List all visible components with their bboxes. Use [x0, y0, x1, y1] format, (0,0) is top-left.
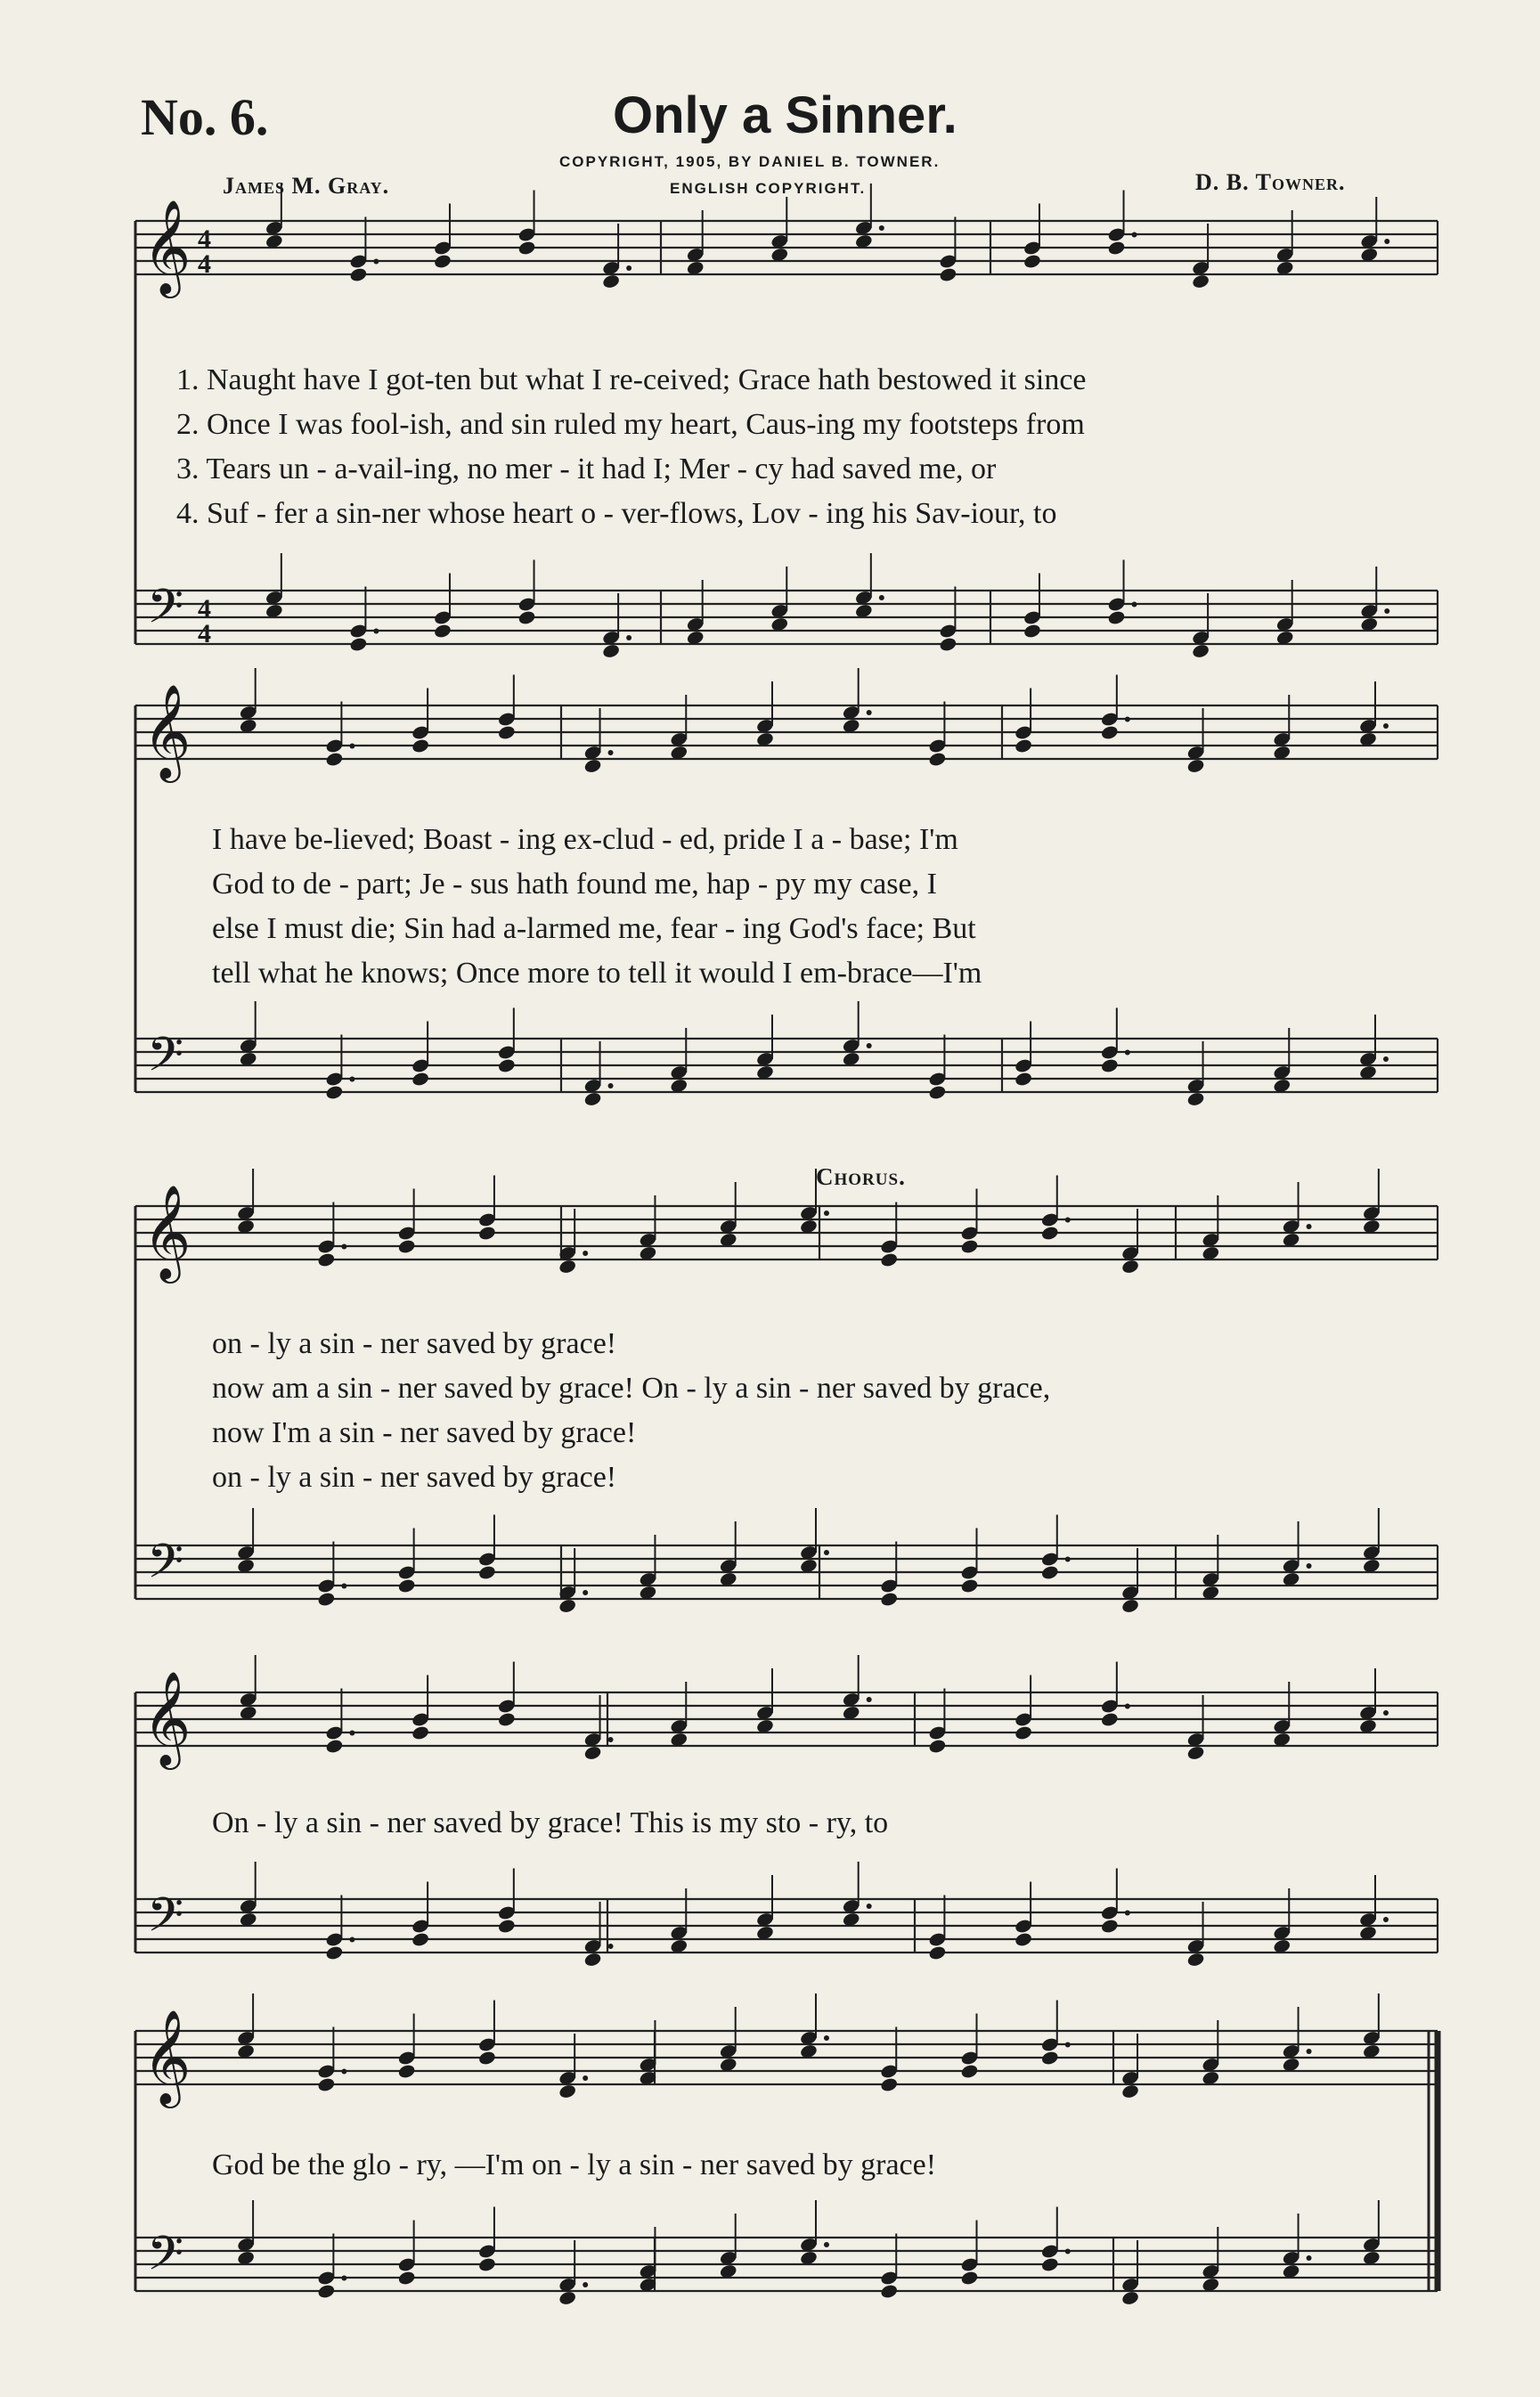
note-head [1040, 2256, 1059, 2272]
dot [1383, 1710, 1389, 1716]
note-head [880, 1591, 899, 1607]
lyric-line: on - ly a sin - ner saved by grace! [212, 1327, 617, 1360]
note-head [1040, 1225, 1059, 1241]
note-head [558, 1598, 576, 1614]
note-head [1120, 1598, 1139, 1614]
dot [583, 1590, 588, 1595]
treble-clef-icon: 𝄞 [143, 199, 191, 294]
lyric-line: 1. Naught have I got-ten but what I re-ceived; Grace hath bestowed it since [176, 363, 1087, 396]
note-head [497, 1057, 516, 1073]
note-head [433, 623, 452, 639]
note-head [317, 2283, 336, 2299]
lyric-line: I have be-lieved; Boast - ing ex-clud - ed, pride I a - base; I'm [212, 823, 958, 856]
note-head [1100, 1711, 1119, 1727]
dot [1384, 239, 1389, 244]
note-head [477, 1564, 496, 1580]
dot [1065, 2249, 1071, 2254]
dot [1307, 1563, 1312, 1569]
note-head [1186, 1091, 1205, 1107]
dot [583, 2282, 588, 2287]
note-head [1120, 1259, 1139, 1275]
note-head [1040, 1564, 1059, 1580]
dot [1125, 717, 1130, 722]
note-head [1107, 240, 1126, 256]
note-head [325, 1945, 344, 1961]
dot [1384, 608, 1389, 614]
note-head [517, 240, 536, 256]
dot [1132, 232, 1137, 238]
note-head [939, 636, 957, 652]
note-head [397, 2270, 416, 2286]
lyric-line: on - ly a sin - ner saved by grace! [212, 1461, 617, 1494]
note-head [411, 1931, 429, 1947]
note-head [1186, 758, 1205, 774]
treble-clef-icon: 𝄞 [143, 2009, 191, 2104]
dot [583, 2075, 588, 2081]
note-head [1186, 1745, 1205, 1761]
note-head [411, 1071, 429, 1087]
note-head [1191, 643, 1210, 659]
dot [1307, 2049, 1312, 2054]
dot [373, 259, 379, 265]
note-head [433, 253, 452, 269]
note-head [497, 1711, 516, 1727]
note-head [1186, 1952, 1205, 1968]
lyric-line: God be the glo - ry, —I'm on - ly a sin - ner saved by grace! [212, 2148, 937, 2181]
lyric-line: 2. Once I was fool-ish, and sin ruled my heart, Caus-ing my footsteps from [176, 408, 1085, 441]
note-head [558, 2083, 576, 2099]
hymn-title: Only a Sinner. [613, 86, 957, 144]
dot [824, 2035, 829, 2041]
note-head [325, 751, 344, 767]
dot [626, 635, 631, 640]
note-head [325, 1084, 344, 1100]
author-credit: James M. Gray. [223, 173, 390, 199]
note-head [349, 266, 368, 282]
dot [1383, 1056, 1389, 1062]
dot [824, 1550, 829, 1555]
note-head [1120, 2290, 1139, 2306]
note-head [928, 1738, 947, 1754]
dot [1125, 1050, 1130, 1056]
dot [583, 1251, 588, 1256]
dot [1065, 1218, 1071, 1223]
note-head [397, 2063, 416, 2079]
note-head [601, 273, 620, 289]
lyric-line: now am a sin - ner saved by grace! On - ly a sin - ner saved by grace, [212, 1372, 1051, 1405]
time-signature: 4 [198, 249, 211, 279]
dot [867, 1043, 872, 1048]
note-head [928, 751, 947, 767]
note-head [583, 1745, 602, 1761]
note-head [880, 2283, 899, 2299]
note-head [317, 1251, 336, 1268]
note-head [477, 1225, 496, 1241]
note-head [960, 2063, 979, 2079]
note-head [325, 1738, 344, 1754]
dot [879, 225, 884, 231]
note-head [880, 2076, 899, 2092]
lyric-line: 3. Tears un - a-vail-ing, no mer - it had I; Mer - cy had saved me, or [176, 452, 997, 485]
dot [1383, 1917, 1389, 1922]
time-signature: 4 [198, 594, 211, 624]
note-head [1014, 1931, 1032, 1947]
note-head [411, 1724, 429, 1741]
note-head [583, 758, 602, 774]
dot [1065, 1557, 1071, 1562]
lyric-line: tell what he knows; Once more to tell it would I em-brace—I'm [212, 957, 982, 990]
dot [349, 1937, 354, 1943]
dot [824, 1211, 829, 1216]
copyright-line: COPYRIGHT, 1905, BY DANIEL B. TOWNER. [559, 153, 941, 170]
dot [1307, 1224, 1312, 1229]
dot [349, 744, 354, 749]
note-head [1014, 738, 1032, 754]
note-head [1100, 724, 1119, 740]
time-signature: 4 [198, 619, 211, 648]
note-head [583, 1091, 602, 1107]
lyric-line: 4. Suf - fer a sin-ner whose heart o - ver-flows, Lov - ing his Sav-iour, to [176, 497, 1057, 530]
note-head [477, 2256, 496, 2272]
bass-clef-icon: 𝄢 [147, 1888, 184, 1954]
note-head [1107, 609, 1126, 625]
note-head [317, 2076, 336, 2092]
dot [1125, 1911, 1130, 1916]
dot [1125, 1704, 1130, 1709]
bass-clef-icon: 𝄢 [147, 580, 184, 646]
time-signature: 4 [198, 224, 211, 254]
note-head [497, 1918, 516, 1934]
note-head [558, 2290, 576, 2306]
note-head [1120, 2083, 1139, 2099]
lyric-line: else I must die; Sin had a-larmed me, fear - ing God's face; But [212, 912, 976, 945]
treble-clef-icon: 𝄞 [143, 683, 191, 779]
note-head [558, 1259, 576, 1275]
dot [1383, 723, 1389, 729]
note-head [517, 609, 536, 625]
note-head [349, 636, 368, 652]
dot [867, 1697, 872, 1702]
note-head [397, 1238, 416, 1254]
dot [867, 710, 872, 715]
lyric-line: now I'm a sin - ner saved by grace! [212, 1416, 637, 1449]
lyric-line: God to de - part; Je - sus hath found me, hap - py my case, I [212, 868, 937, 901]
note-head [1100, 1918, 1119, 1934]
composer-credit: D. B. Towner. [1195, 169, 1346, 195]
copyright-line-english: ENGLISH COPYRIGHT. [670, 180, 867, 197]
note-head [317, 1591, 336, 1607]
note-head [1023, 623, 1041, 639]
note-head [497, 724, 516, 740]
dot [373, 629, 379, 634]
note-head [960, 2270, 979, 2286]
dot [867, 1904, 872, 1909]
note-head [939, 266, 957, 282]
note-head [928, 1945, 947, 1961]
note-head [477, 2050, 496, 2066]
note-head [601, 643, 620, 659]
dot [341, 1244, 346, 1250]
dot [608, 1944, 614, 1949]
treble-clef-icon: 𝄞 [143, 1670, 191, 1765]
note-head [960, 1238, 979, 1254]
dot [608, 750, 614, 755]
note-head [1023, 253, 1041, 269]
note-head [1014, 1724, 1032, 1741]
note-head [411, 738, 429, 754]
dot [879, 595, 884, 600]
dot [1065, 2042, 1071, 2048]
dot [824, 2242, 829, 2247]
dot [349, 1077, 354, 1082]
dot [341, 1584, 346, 1589]
dot [626, 265, 631, 271]
dot [608, 1737, 614, 1742]
note-head [960, 1578, 979, 1594]
bass-clef-icon: 𝄢 [147, 1028, 184, 1094]
dot [341, 2069, 346, 2075]
bass-clef-icon: 𝄢 [147, 2227, 184, 2293]
note-head [583, 1952, 602, 1968]
note-head [1191, 273, 1210, 289]
note-head [880, 1251, 899, 1268]
note-head [1100, 1057, 1119, 1073]
chorus-label: Chorus. [816, 1163, 906, 1190]
bass-clef-icon: 𝄢 [147, 1535, 184, 1601]
note-head [1040, 2050, 1059, 2066]
treble-clef-icon: 𝄞 [143, 1184, 191, 1279]
note-head [397, 1578, 416, 1594]
dot [341, 2276, 346, 2281]
note-head [928, 1084, 947, 1100]
note-head [1014, 1071, 1032, 1087]
hymn-number: No. 6. [141, 88, 269, 146]
dot [608, 1083, 614, 1088]
dot [1307, 2255, 1312, 2261]
dot [349, 1731, 354, 1736]
dot [1132, 602, 1137, 607]
lyric-line: On - ly a sin - ner saved by grace! This is my sto - ry, to [212, 1806, 889, 1839]
